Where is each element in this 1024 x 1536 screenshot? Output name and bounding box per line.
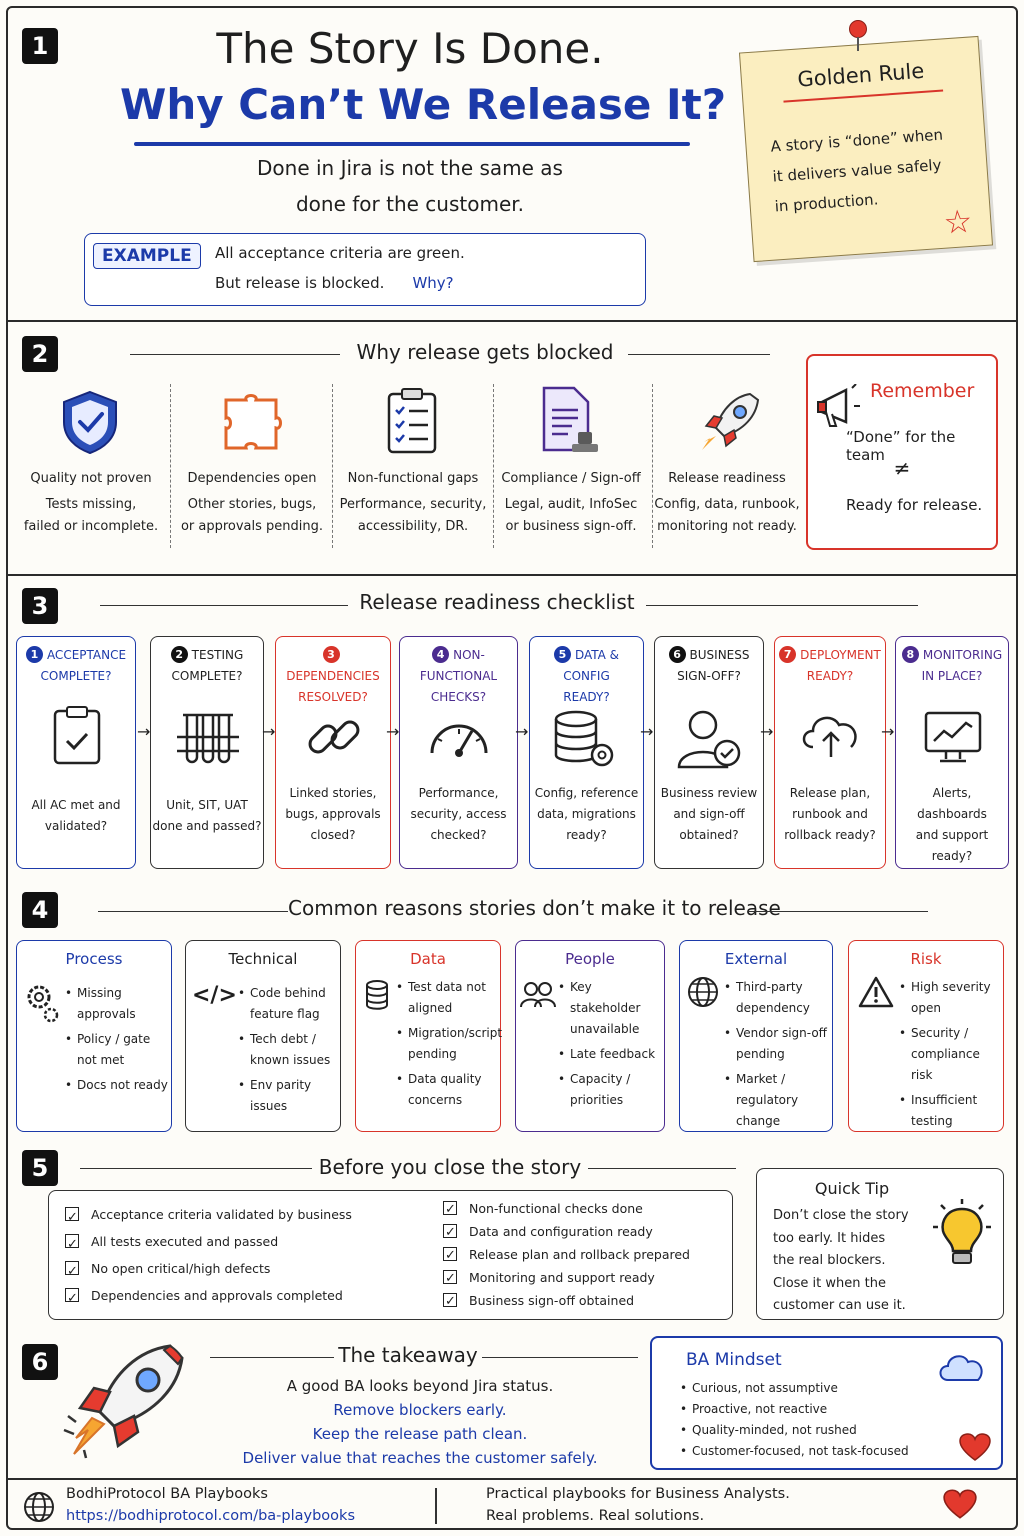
heading-rule bbox=[98, 911, 288, 912]
footer-url[interactable]: https://bodhiprotocol.com/ba-playbooks bbox=[66, 1508, 356, 1524]
reason-list: • Missing approvals • Policy / gate not met • Docs not ready bbox=[65, 983, 171, 1100]
remember-title: Remember bbox=[870, 380, 975, 402]
example-line-2: But release is blocked. Why? bbox=[215, 274, 454, 292]
checklist-item[interactable]: ✓Dependencies and approvals completed bbox=[65, 1282, 352, 1309]
section-heading: Why release gets blocked bbox=[356, 340, 614, 364]
step-card-non-functional bbox=[399, 636, 518, 869]
arrow-right-icon: → bbox=[515, 722, 529, 741]
takeaway-line-3: Keep the release path clean. bbox=[312, 1425, 528, 1443]
database-gear-icon bbox=[552, 707, 618, 773]
heart-icon bbox=[958, 1432, 992, 1462]
step-description: Linked stories, bugs, approvals closed? bbox=[285, 786, 381, 842]
page-subtitle: Why Can’t We Release It? bbox=[120, 80, 727, 129]
arrow-right-icon: → bbox=[137, 722, 151, 741]
monitor-chart-icon bbox=[922, 709, 984, 765]
example-tag: EXAMPLE bbox=[93, 243, 201, 269]
quick-tip-box bbox=[756, 1168, 1004, 1320]
checkbox-checked-icon bbox=[65, 1288, 79, 1302]
reason-card-people bbox=[515, 940, 665, 1132]
section-number: 1 bbox=[22, 28, 58, 64]
globe-icon bbox=[22, 1490, 56, 1524]
user-check-icon bbox=[675, 707, 745, 773]
checklist-right bbox=[443, 1197, 690, 1312]
section-number: 2 bbox=[22, 336, 58, 372]
page-title: The Story Is Done. bbox=[216, 24, 604, 73]
step-description: Performance, security, access checked? bbox=[410, 786, 507, 842]
test-tubes-icon bbox=[173, 707, 243, 767]
column-divider bbox=[332, 384, 333, 548]
not-equal-sign: ≠ bbox=[893, 456, 911, 480]
step-description: All AC met and validated? bbox=[31, 798, 121, 833]
section-divider bbox=[6, 320, 1018, 322]
remember-line-2: Ready for release. bbox=[846, 496, 983, 514]
reason-card-risk bbox=[848, 940, 1004, 1132]
footer-tagline-1: Practical playbooks for Business Analysts. bbox=[486, 1486, 790, 1502]
reason-list: • High severity open • Security / compliance risk • Insufficient testing bbox=[899, 977, 1003, 1136]
section-heading: The takeaway bbox=[338, 1343, 478, 1367]
example-box bbox=[84, 233, 646, 306]
checkbox-checked-icon bbox=[65, 1234, 79, 1248]
step-heading: 7 DEPLOYMENT READY? bbox=[775, 645, 885, 687]
reason-card-data bbox=[355, 940, 501, 1132]
pushpin-icon bbox=[849, 20, 867, 38]
checkbox-checked-icon bbox=[443, 1270, 457, 1284]
checkbox-checked-icon bbox=[443, 1201, 457, 1215]
arrow-right-icon: → bbox=[760, 722, 774, 741]
checklist-item[interactable]: ✓Acceptance criteria validated by business bbox=[65, 1201, 352, 1228]
golden-rule-note bbox=[739, 36, 993, 262]
warning-icon bbox=[857, 975, 895, 1009]
checklist-item[interactable]: ✓All tests executed and passed bbox=[65, 1228, 352, 1255]
blocker-dependencies: Dependencies open Other stories, bugs, or approvals pending. bbox=[180, 471, 324, 534]
reason-card-technical bbox=[185, 940, 341, 1132]
checkbox-checked-icon bbox=[65, 1207, 79, 1221]
reason-list: • Third-party dependency • Vendor sign-off pending • Market / regulatory change bbox=[724, 977, 832, 1136]
reason-list: • Key stakeholder unavailable • Late feedback • Capacity / priorities bbox=[558, 977, 662, 1115]
heading-rule bbox=[210, 1357, 334, 1358]
footer-brand: BodhiProtocol BA Playbooks bbox=[66, 1486, 268, 1502]
reason-title: External bbox=[724, 950, 788, 968]
golden-rule-text: A story is “done” when it delivers value safely in production. bbox=[769, 125, 944, 216]
database-icon bbox=[364, 979, 390, 1011]
heading-rule bbox=[628, 354, 770, 355]
footer-tagline-2: Real problems. Real solutions. bbox=[486, 1508, 705, 1524]
megaphone-icon bbox=[816, 384, 862, 432]
section-number: 4 bbox=[22, 892, 58, 928]
step-card-deployment bbox=[774, 636, 886, 869]
clipboard-check-icon bbox=[49, 705, 105, 767]
step-description: Release plan, runbook and rollback ready? bbox=[784, 786, 876, 842]
pushpin-needle bbox=[857, 37, 859, 51]
document-stamp-icon bbox=[538, 384, 602, 458]
rocket-launch-icon bbox=[60, 1338, 190, 1460]
step-description: Unit, SIT, UAT done and passed? bbox=[152, 798, 262, 833]
blocker-release-readiness: Release readiness Config, data, runbook, monitoring not ready. bbox=[654, 471, 800, 534]
golden-rule-title: Golden Rule bbox=[796, 58, 925, 92]
section-number: 6 bbox=[22, 1344, 58, 1380]
example-line-1: All acceptance criteria are green. bbox=[215, 244, 465, 262]
gears-icon bbox=[23, 981, 59, 1023]
heading-rule bbox=[100, 605, 348, 606]
code-icon: </> bbox=[192, 983, 237, 1008]
checklist-item[interactable]: ✓Release plan and rollback prepared bbox=[443, 1243, 690, 1266]
arrow-right-icon: → bbox=[640, 722, 654, 741]
quick-tip-title: Quick Tip bbox=[814, 1179, 890, 1198]
heading-rule bbox=[482, 1357, 638, 1358]
reason-title: Process bbox=[65, 950, 123, 968]
section-number: 5 bbox=[22, 1150, 58, 1186]
reason-list: • Test data not aligned • Migration/script pending • Data quality concerns bbox=[396, 977, 496, 1115]
lightbulb-icon bbox=[929, 1197, 995, 1273]
golden-rule-underline bbox=[783, 89, 943, 102]
step-card-business-signoff bbox=[654, 636, 764, 869]
blocker-non-functional: Non-functional gaps Performance, security, accessibility, DR. bbox=[339, 471, 487, 534]
reason-title: Risk bbox=[910, 950, 942, 968]
step-heading: 4 NON-FUNCTIONAL CHECKS? bbox=[419, 648, 498, 704]
intro-line-2: done for the customer. bbox=[295, 192, 524, 216]
globe-icon bbox=[686, 975, 720, 1009]
takeaway-line-2: Remove blockers early. bbox=[333, 1401, 507, 1419]
step-card-testing bbox=[150, 636, 264, 869]
cloud-icon bbox=[936, 1350, 986, 1384]
checklist-left bbox=[65, 1201, 352, 1309]
blocker-quality: Quality not proven Tests missing, failed or incomplete. bbox=[23, 471, 159, 534]
step-heading: 5 DATA & CONFIG READY? bbox=[530, 645, 643, 708]
clipboard-checklist-icon bbox=[384, 386, 440, 456]
section-heading: Common reasons stories don’t make it to release bbox=[288, 896, 781, 920]
footer-divider bbox=[435, 1488, 437, 1524]
title-underline bbox=[134, 142, 690, 146]
section-divider bbox=[6, 574, 1018, 576]
column-divider bbox=[170, 384, 171, 548]
rocket-icon bbox=[696, 388, 762, 456]
heading-rule bbox=[130, 354, 340, 355]
reason-title: Data bbox=[410, 950, 446, 968]
heading-rule bbox=[80, 1168, 312, 1169]
arrow-right-icon: → bbox=[881, 722, 895, 741]
cloud-upload-icon bbox=[797, 707, 865, 761]
checkbox-checked-icon bbox=[443, 1247, 457, 1261]
chain-link-icon bbox=[304, 707, 364, 767]
blocker-compliance: Compliance / Sign-off Legal, audit, InfoSec or business sign-off. bbox=[501, 471, 641, 534]
step-heading: 8 MONITORING IN PLACE? bbox=[896, 645, 1008, 687]
checkbox-checked-icon bbox=[443, 1293, 457, 1307]
shield-icon bbox=[58, 388, 122, 456]
intro-line-1: Done in Jira is not the same as bbox=[257, 156, 563, 180]
mindset-title: BA Mindset bbox=[686, 1350, 782, 1370]
reason-list: • Code behind feature flag • Tech debt / known issues • Env parity issues bbox=[238, 983, 338, 1121]
step-description: Alerts, dashboards and support ready? bbox=[915, 786, 989, 863]
example-why: Why? bbox=[412, 274, 454, 292]
step-description: Business review and sign-off obtained? bbox=[660, 786, 758, 842]
section-number: 3 bbox=[22, 588, 58, 624]
speedometer-icon bbox=[426, 709, 492, 759]
section-heading: Before you close the story bbox=[318, 1155, 582, 1179]
checklist-item[interactable]: ✓No open critical/high defects bbox=[65, 1255, 352, 1282]
checklist-item[interactable]: ✓Monitoring and support ready bbox=[443, 1266, 690, 1289]
heading-rule bbox=[748, 911, 928, 912]
step-heading: 1 ACCEPTANCE COMPLETE? bbox=[17, 645, 135, 687]
takeaway-line-4: Deliver value that reaches the customer safely. bbox=[242, 1449, 598, 1467]
heart-icon bbox=[942, 1488, 978, 1520]
checklist-item[interactable]: ✓Non-functional checks done bbox=[443, 1197, 690, 1220]
section-divider bbox=[6, 1478, 1018, 1480]
step-heading: 6 BUSINESS SIGN-OFF? bbox=[655, 645, 763, 687]
step-heading: 2 TESTING COMPLETE? bbox=[171, 648, 244, 683]
reason-title: Technical bbox=[228, 950, 298, 968]
step-card-monitoring bbox=[895, 636, 1009, 869]
remember-box bbox=[806, 354, 998, 550]
arrow-right-icon: → bbox=[262, 722, 276, 741]
checkbox-checked-icon bbox=[65, 1261, 79, 1275]
reason-card-process bbox=[16, 940, 172, 1132]
people-icon bbox=[520, 981, 556, 1009]
heading-rule bbox=[588, 1168, 736, 1169]
step-card-data-config bbox=[529, 636, 644, 869]
takeaway-line-1: A good BA looks beyond Jira status. bbox=[286, 1377, 554, 1395]
heading-rule bbox=[646, 605, 918, 606]
arrow-right-icon: → bbox=[386, 722, 400, 741]
section-heading: Release readiness checklist bbox=[359, 590, 635, 614]
close-checklist-box bbox=[48, 1190, 733, 1320]
checkbox-checked-icon bbox=[443, 1224, 457, 1238]
ba-mindset-box bbox=[650, 1336, 1003, 1470]
quick-tip-text: Don’t close the story too early. It hides the real blockers. Close it when the customer can use it. bbox=[773, 1208, 909, 1313]
step-heading: 3DEPENDENCIES RESOLVED? bbox=[286, 648, 380, 704]
step-card-dependencies bbox=[275, 636, 391, 869]
remember-line-1: “Done” for the team bbox=[846, 428, 956, 464]
step-card-acceptance bbox=[16, 636, 136, 869]
reason-card-external bbox=[679, 940, 833, 1132]
puzzle-icon bbox=[220, 392, 288, 454]
step-description: Config, reference data, migrations ready? bbox=[534, 786, 639, 842]
checklist-item[interactable]: ✓Data and configuration ready bbox=[443, 1220, 690, 1243]
mindset-list: • Curious, not assumptive • Proactive, not reactive • Quality-minded, not rushed • Customer-focused, not task-focused bbox=[680, 1378, 940, 1462]
reason-title: People bbox=[565, 950, 615, 968]
star-icon: ☆ bbox=[942, 201, 974, 242]
checklist-item[interactable]: ✓Business sign-off obtained bbox=[443, 1289, 690, 1312]
